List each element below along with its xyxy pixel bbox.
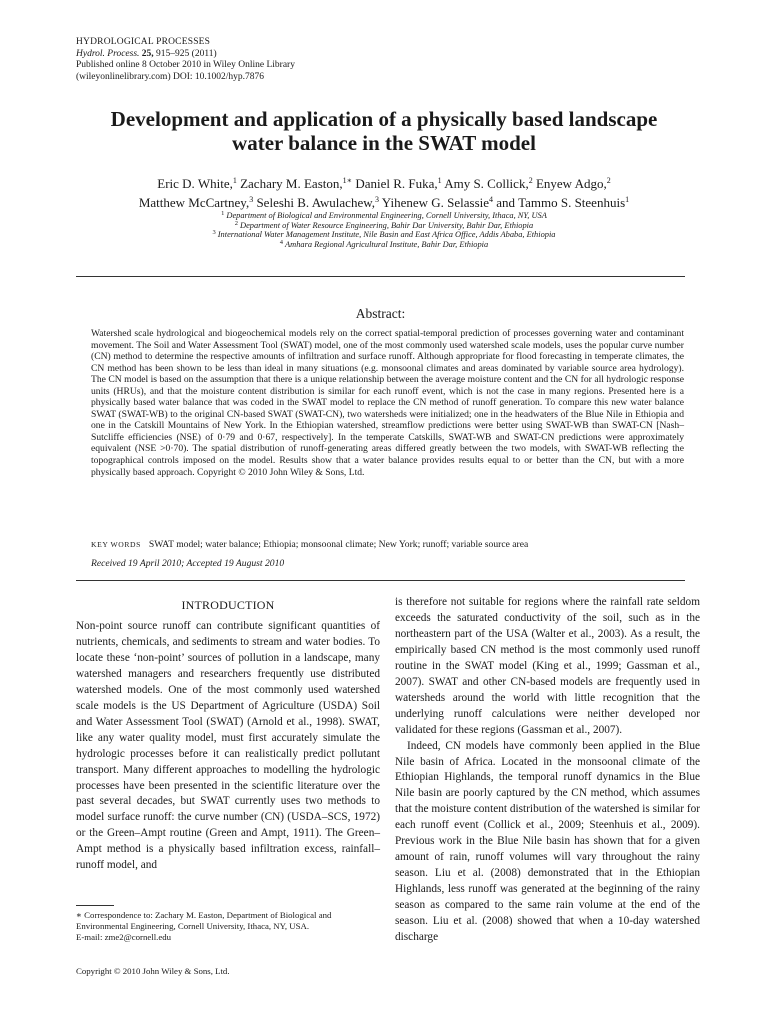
author-name: Seleshi B. Awulachew, [256,194,376,210]
introduction-heading: INTRODUCTION [181,598,275,612]
title-line-2: water balance in the SWAT model [232,131,536,155]
author [536,176,611,191]
affiliation-text: International Water Management Institute, Nile Basin and East Africa Office, Addis Ababa, Ethiopia [217,230,556,240]
author-sup: 1 [437,176,442,185]
author-sup: 1 [232,176,237,185]
author-sup: 2 [528,176,533,185]
citation-pages: 915–925 (2011) [156,48,217,59]
author-sup: 3 [375,194,380,204]
doi-line: (wileyonlinelibrary.com) DOI: 10.1002/hyp.7876 [76,71,265,82]
copyright-notice: Copyright © 2010 John Wiley & Sons, Ltd. [76,966,230,976]
author [444,176,533,191]
affiliation [40,211,728,221]
abstract-heading: Abstract: [355,306,406,321]
author-list [40,175,728,212]
article-title [40,107,728,155]
divider-top [76,276,685,277]
affiliation-num: 1 [221,210,225,217]
author [355,176,441,191]
author [382,195,493,210]
received-dates: Received 19 April 2010; Accepted 19 August 2010 [91,558,285,569]
author-name: Eric D. White, [157,176,233,191]
keywords-text: SWAT model; water balance; Ethiopia; monsoonal climate; New York; runoff; variable source area [148,539,529,550]
footnote-email: E-mail: zme2@cornell.edu [76,932,172,942]
author-sup: 1 [625,194,630,204]
affiliation [40,230,728,240]
affiliation-num: 2 [234,219,239,227]
author-name: and Tammo S. Steenhuis [496,194,626,210]
right-column [395,598,700,946]
published-line: Published online 8 October 2010 in Wiley Online Library [76,60,295,70]
affiliation-num: 3 [212,229,216,237]
affiliation-text: Amhara Regional Agricultural Institute, Bahir Dar, Ethiopia [285,239,489,249]
author [139,195,253,210]
author-sup: 4 [489,194,494,204]
journal-name: HYDROLOGICAL PROCESSES [76,37,211,47]
author [256,195,379,210]
affiliation-num: 4 [279,238,284,246]
affiliation [40,240,728,250]
intro-paragraph-left: Non-point source runoff can contribute significant quantities of nutrients, chemicals, and sediments to stream and water bodies. To locate these ‘non-point’ sources of pollution in a landscape, many watershed managers and researchers frequently use distributed watershed models. One of the most commonly used watershed scale models is the US Department of Agriculture (USDA) Soil and Water Assessment Tool (SWAT) (Arnold et al., 1998). SWAT, like any water quality model, must first accurately simulate the hydrologic processes before it can realistically predict pollutant transport. Many different approaches to modelling the hydrologic processes have been presented in the scientific literature over the past several decades, but SWAT currently uses two methods to model surface runoff: the curve number (CN) (USDA–SCS, 1972) or the Green–Ampt routine (Green and Ampt, 1911). The Green–Ampt method is a physically based infiltration excess, rainfall–runoff model, and [76,620,380,872]
affiliation-text: Department of Water Resource Engineering, Bahir Dar University, Bahir Dar, Ethiopia [240,220,534,230]
intro-paragraph-right-1: is therefore not suitable for regions where the rainfall rate seldom exceeds the saturated conductivity of the soil, such as in the northeastern part of the USA (Walter et al., 2003). As a result, the empirically based CN method is the most commonly used runoff routine in the SWAT model (King et al., 1999; Gassman et al., 2007). SWAT and other CN-based models are frequently used in watersheds around the world with little recognition that the underlying runoff calculations were neither developed nor validated for these regions (Gassman et al., 2007). [395,596,700,736]
author-name: Matthew McCartney, [138,194,250,210]
left-column [76,598,380,874]
keywords-label: KEY WORDS [91,540,141,549]
title-line-1: Development and application of a physically based landscape [110,107,658,131]
footnote-text: ∗ Correspondence to: Zachary M. Easton, Department of Biological and Environmental Engineering, Cornell University, Ithaca, NY, USA. [76,910,332,931]
author-name: Amy S. Collick, [444,176,529,191]
correspondence-footnote [76,910,380,943]
author-sup: 2 [606,176,611,185]
affiliation [40,221,728,231]
author [496,195,629,210]
author-name: Yihenew G. Selassie [381,194,490,210]
abstract-text: Watershed scale hydrological and biogeochemical models rely on the correct spatial-temporal prediction of processes governing water and contaminant movement. The Soil and Water Assessment Tool (SWAT) model, one of the most commonly used watershed scale models, uses the popular curve number (CN) method to determine the respective amounts of infiltration and surface runoff. Although appropriate for flood forecasting in temperate climates, the CN method has been shown to be less than ideal in many situations (e.g. monsoonal climates and areas dominated by variable source area hydrology). The CN model is based on the assumption that there is a unique relationship between the average moisture content and the CN for all hydrologic response units (HRUs), and that the moisture content distribution is similar for each runoff event, which is not the case in many regions. Presented here is a physically based water balance that was coded in the SWAT model to replace the CN method of runoff generation. To compare this new water balance SWAT (SWAT-WB) to the original CN-based SWAT (SWAT-CN), two watersheds were initialized; one in the headwaters of the Blue Nile in Ethiopia and one in the Catskill Mountains of New York. In the Ethiopian watershed, streamflow predictions were better using SWAT-WB than SWAT-CN [Nash–Sutcliffe efficiencies (NSE) of 0·79 and 0·67, respectively]. In the temperate Catskills, SWAT-WB and SWAT-CN predictions were approximately equivalent (NSE >0·70). The spatial distribution of runoff-generating areas differed greatly between the two models, with SWAT-WB reflecting the topographical controls imposed on the model. Results show that a water balance provides results equal to or better than the CN, but with a more physically based approach. Copyright © 2010 John Wiley & Sons, Ltd. [91,328,684,478]
journal-header [76,37,295,83]
citation-abbrev: Hydrol. Process. [76,48,140,59]
author-sup: 3 [249,194,254,204]
citation-volume: 25, [141,48,154,59]
divider-body [76,580,685,581]
author [240,176,352,191]
author [157,176,237,191]
footnote-divider [76,905,114,906]
keywords-line [91,539,684,551]
affiliation-list [40,211,728,249]
citation-line [76,49,295,61]
intro-paragraph-right-2: Indeed, CN models have commonly been applied in the Blue Nile basin of Africa. Located in the monsoonal climate of the Ethiopian Highlands, the temporal runoff dynamics in the Blue Nile basin are poorly captured by the CN method, which assumes that the moisture content distribution of the watershed is similar for each runoff event (Collick et al., 2009; Steenhuis et al., 2009). Previous work in the Blue Nile basin has shown that for a given amount of rain, runoff volumes will vary throughout the rainy season. Liu et al. (2008) demonstrated that in the Ethiopian Highlands, less runoff was generated at the beginning of the rainy season as compared to the same rain volume at the end of the season. Liu et al. (2008) showed that when a 10-day watershed discharge [395,739,700,944]
author-name: Zachary M. Easton, [240,176,343,191]
author-sup: 1∗ [342,176,353,185]
author-name: Enyew Adgo, [535,176,607,191]
affiliation-text: Department of Biological and Environmental Engineering, Cornell University, Ithaca, NY, USA [226,211,547,220]
author-name: Daniel R. Fuka, [355,176,438,191]
